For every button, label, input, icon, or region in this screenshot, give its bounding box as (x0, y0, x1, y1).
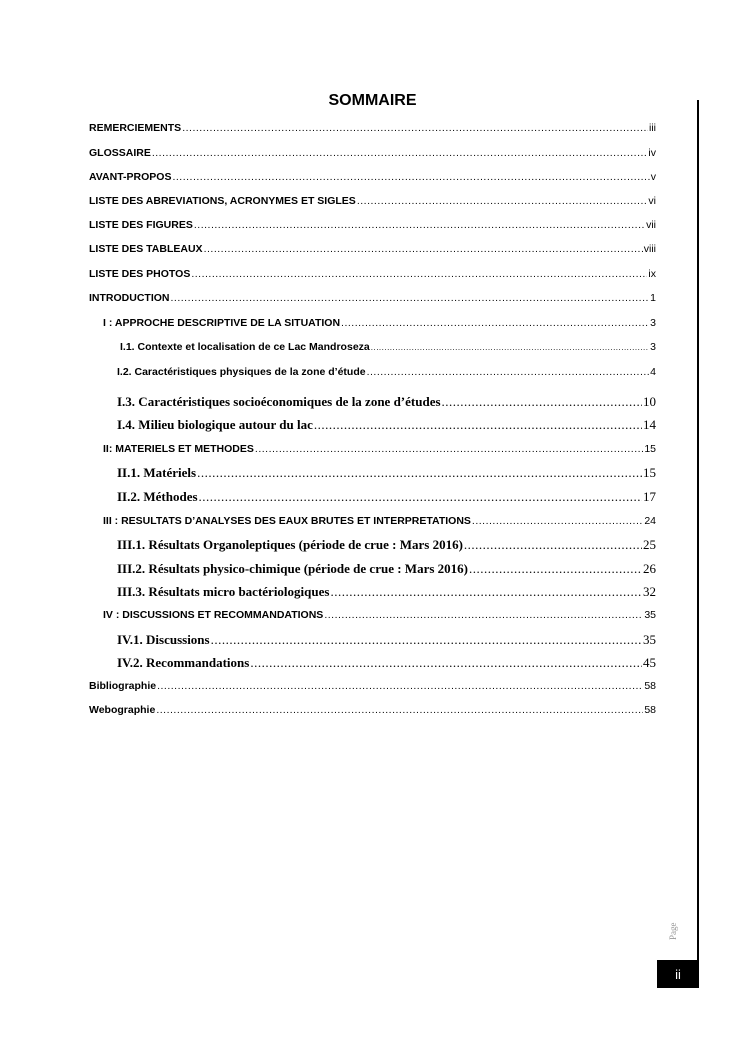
toc-entry-chapter-4[interactable] (103, 609, 656, 621)
dot-leader (469, 561, 642, 577)
dot-leader (204, 243, 643, 255)
toc-entry-label: I : APPROCHE DESCRIPTIVE DE LA SITUATION (103, 317, 341, 329)
toc-entry-section-3-3[interactable] (117, 584, 656, 600)
toc-entry-photos[interactable] (89, 268, 656, 280)
toc-entry-section-3-2[interactable] (117, 561, 656, 577)
toc-entry-abreviations[interactable] (89, 195, 656, 207)
toc-entry-figures[interactable] (89, 219, 656, 231)
dot-leader (341, 317, 649, 329)
toc-entry-page: 25 (643, 537, 656, 552)
toc-entry-page: 58 (644, 704, 656, 716)
toc-entry-label: III : RESULTATS D’ANALYSES DES EAUX BRUTES ET INTERPRETATIONS (103, 515, 471, 527)
toc-entry-section-2-2[interactable] (117, 489, 656, 505)
toc-entry-label: INTRODUCTION (89, 292, 170, 304)
dot-leader (194, 219, 645, 231)
toc-entry-chapter-1[interactable] (103, 317, 656, 329)
toc-entry-section-1-3[interactable] (117, 394, 656, 410)
toc-entry-label: REMERCIEMENTS (89, 122, 182, 134)
dot-leader (442, 394, 642, 410)
toc-entry-label: I.1. Contexte et localisation de ce Lac Mandroseza (120, 341, 370, 353)
toc-entry-introduction[interactable] (89, 292, 656, 304)
toc-entry-chapter-2[interactable] (103, 443, 656, 455)
toc-entry-label: IV.2. Recommandations (117, 655, 250, 670)
toc-entry-label: LISTE DES FIGURES (89, 219, 193, 231)
toc-entry-page: 17 (643, 489, 656, 504)
toc-entry-webographie[interactable] (89, 704, 656, 716)
toc-entry-section-1-2[interactable] (117, 366, 656, 378)
dot-leader (357, 195, 648, 207)
toc-entry-page: ix (648, 268, 656, 280)
toc-entry-page: v (650, 171, 656, 183)
toc-entry-page: 35 (644, 609, 656, 621)
toc-entry-page: iv (648, 147, 656, 159)
dot-leader (367, 366, 650, 378)
toc-entry-avant-propos[interactable] (89, 171, 656, 183)
toc-entry-section-1-1[interactable] (120, 341, 656, 353)
toc-entry-label: LISTE DES TABLEAUX (89, 243, 203, 255)
dot-leader (152, 147, 648, 159)
dot-leader (157, 680, 643, 692)
toc-entry-section-3-1[interactable] (117, 537, 656, 553)
toc-entry-glossaire[interactable] (89, 147, 656, 159)
page-number: ii (675, 966, 681, 982)
toc-entry-page: 3 (650, 341, 656, 353)
dot-leader (197, 465, 642, 481)
toc-entry-bibliographie[interactable] (89, 680, 656, 692)
toc-entry-section-1-4[interactable] (117, 417, 656, 433)
toc-entry-label: Webographie (89, 704, 156, 716)
dot-leader (255, 443, 643, 455)
toc-entry-page: vi (648, 195, 656, 207)
toc-entry-remerciements[interactable] (89, 122, 656, 134)
toc-entry-chapter-3[interactable] (103, 515, 656, 527)
dot-leader (182, 122, 648, 134)
toc-entry-label: I.4. Milieu biologique autour du lac (117, 417, 313, 432)
toc-entry-label: III.1. Résultats Organoleptiques (période de crue : Mars 2016) (117, 537, 463, 552)
toc-entry-page: 15 (643, 465, 656, 480)
toc-entry-page: 32 (643, 584, 656, 599)
toc-entry-label: I.3. Caractéristiques socioéconomiques de la zone d’études (117, 394, 441, 409)
toc-entry-label: I.2. Caractéristiques physiques de la zone d’étude (117, 366, 366, 378)
dot-leader (250, 655, 642, 671)
toc-entry-label: II.2. Méthodes (117, 489, 198, 504)
dot-leader (371, 343, 649, 352)
toc-entry-page: viii (643, 243, 656, 255)
toc-entry-page: 4 (650, 366, 656, 378)
dot-leader (199, 489, 642, 505)
page-side-label: Page (668, 922, 678, 940)
toc-entry-page: 26 (643, 561, 656, 576)
toc-entry-page: 24 (644, 515, 656, 527)
toc-entry-label: III.3. Résultats micro bactériologiques (117, 584, 330, 599)
dot-leader (191, 268, 647, 280)
toc-entry-label: III.2. Résultats physico-chimique (période de crue : Mars 2016) (117, 561, 468, 576)
toc-entry-page: 1 (650, 292, 656, 304)
dot-leader (156, 704, 643, 716)
dot-leader (472, 515, 643, 527)
toc-entry-section-2-1[interactable] (117, 465, 656, 481)
toc-entry-label: IV.1. Discussions (117, 632, 210, 647)
dot-leader (172, 171, 649, 183)
toc-entry-page: 58 (644, 680, 656, 692)
toc-entry-page: 3 (650, 317, 656, 329)
toc-entry-label: GLOSSAIRE (89, 147, 151, 159)
toc-entry-label: II.1. Matériels (117, 465, 197, 480)
toc-entry-label: AVANT-PROPOS (89, 171, 172, 183)
toc-entry-page: 45 (643, 655, 656, 670)
toc-entry-page: 15 (644, 443, 656, 455)
toc-entry-section-4-1[interactable] (117, 632, 656, 648)
page-title: SOMMAIRE (328, 92, 417, 109)
dot-leader (314, 417, 642, 433)
toc-entry-page: vii (646, 219, 656, 231)
toc-entry-label: LISTE DES ABREVIATIONS, ACRONYMES ET SIGLES (89, 195, 356, 207)
toc-entry-label: IV : DISCUSSIONS ET RECOMMANDATIONS (103, 609, 324, 621)
page-number-box (657, 960, 699, 988)
toc-entry-section-4-2[interactable] (117, 655, 656, 671)
page-margin-rule (697, 100, 699, 986)
toc-entry-page: 35 (643, 632, 656, 647)
dot-leader (171, 292, 650, 304)
dot-leader (211, 632, 642, 648)
toc-entry-page: 10 (643, 394, 656, 409)
toc-entry-label: II: MATERIELS ET METHODES (103, 443, 254, 455)
dot-leader (330, 584, 642, 600)
toc-entry-tableaux[interactable] (89, 243, 656, 255)
dot-leader (464, 537, 642, 553)
toc-entry-page: iii (649, 122, 656, 134)
toc-entry-label: Bibliographie (89, 680, 157, 692)
dot-leader (324, 609, 643, 621)
toc-entry-page: 14 (643, 417, 656, 432)
toc-entry-label: LISTE DES PHOTOS (89, 268, 191, 280)
